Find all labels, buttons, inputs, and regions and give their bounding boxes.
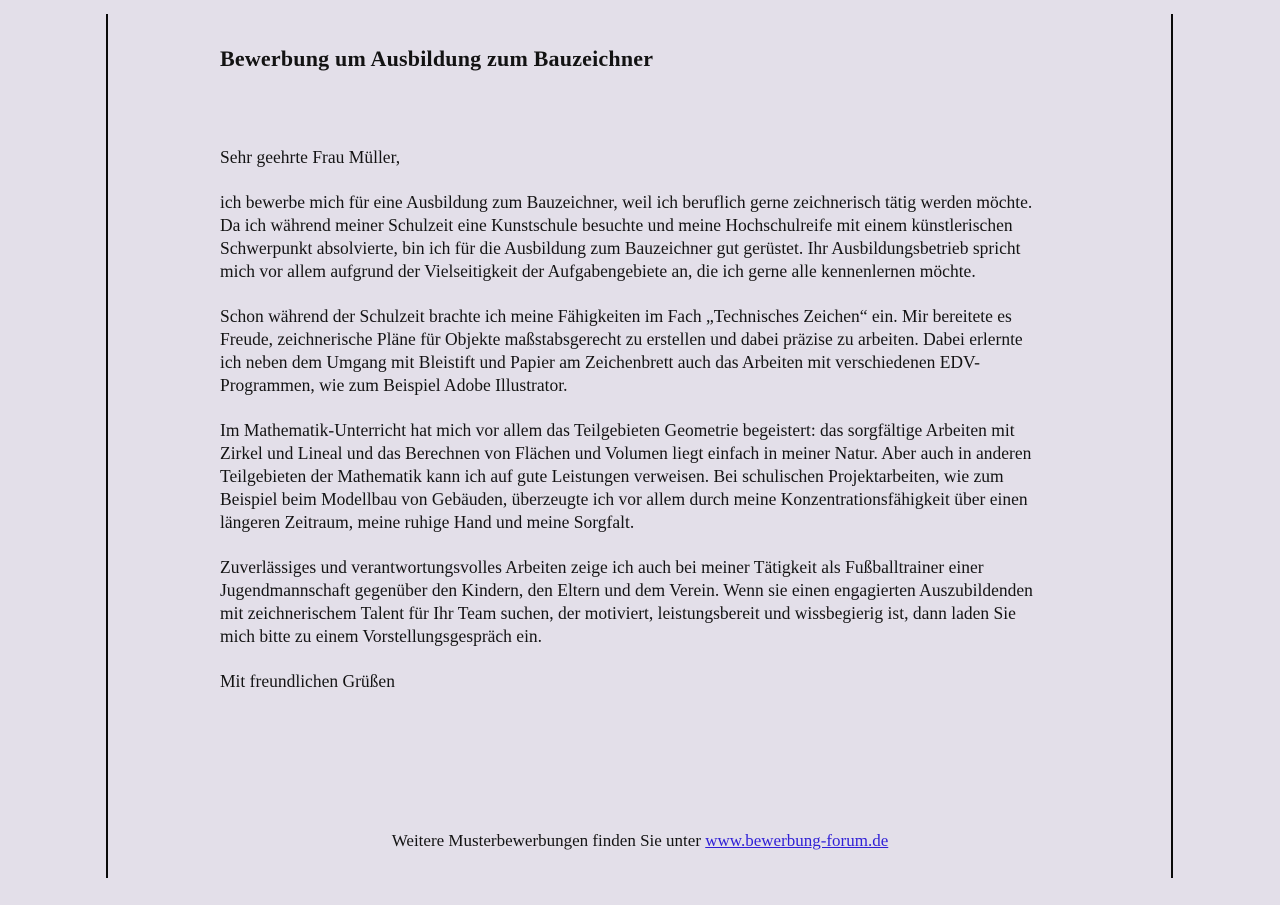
footer-text: Weitere Musterbewerbungen finden Sie unter	[391, 831, 706, 850]
paragraph-mathematics: Im Mathematik-Unterricht hat mich vor allem das Teilgebieten Geometrie begeistert: das sorgfältige Arbeiten mit Zirkel und Lineal und das Berechnen von Flächen und Volumen liegt einfach in meiner Natur. Aber auch in anderen Teilgebieten der Mathematik kann ich auf gute Leistungen verweisen. Bei schulischen Projektarbeiten, wie zum Beispiel beim Modellbau von Gebäuden, überzeugte ich vor allem durch meine Konzentrationsfähigkeit über einen längeren Zeitraum, meine ruhige Hand und meine Sorgfalt.	[220, 420, 1032, 532]
footer-link[interactable]: www.bewerbung-forum.de	[705, 831, 889, 850]
closing-line: Mit freundlichen Grüßen	[220, 671, 395, 691]
letter-title: Bewerbung um Ausbildung zum Bauzeichner	[220, 46, 654, 71]
salutation: Sehr geehrte Frau Müller,	[220, 147, 401, 167]
right-vertical-rule	[1171, 14, 1173, 878]
paragraph-school-skills: Schon während der Schulzeit brachte ich meine Fähigkeiten im Fach „Technisches Zeichen“ ein. Mir bereitete es Freude, zeichnerische Pläne für Objekte maßstabsgerecht zu erstellen und dabei präzise zu arbeiten. Dabei erlernte ich neben dem Umgang mit Bleistift und Papier am Zeichenbrett auch das Arbeiten mit verschiedenen EDV-Programmen, wie zum Beispiel Adobe Illustrator.	[220, 306, 1023, 395]
left-vertical-rule	[106, 14, 108, 878]
letter-body	[220, 46, 1048, 693]
paragraph-introduction: ich bewerbe mich für eine Ausbildung zum Bauzeichner, weil ich beruflich gerne zeichnerisch tätig werden möchte. Da ich während meiner Schulzeit eine Kunstschule besuchte und meine Hochschulreife mit einem künstlerischen Schwerpunkt absolvierte, bin ich für die Ausbildung zum Bauzeichner gut gerüstet. Ihr Ausbildungsbetrieb spricht mich vor allem aufgrund der Vielseitigkeit der Aufgabengebiete an, die ich gerne alle kennenlernen möchte.	[220, 192, 1033, 281]
footer	[0, 830, 1280, 852]
paragraph-reliability: Zuverlässiges und verantwortungsvolles Arbeiten zeige ich auch bei meiner Tätigkeit als Fußballtrainer einer Jugendmannschaft gegenüber den Kindern, den Eltern und dem Verein. Wenn sie einen engagierten Auszubildenden mit zeichnerischem Talent für Ihr Team suchen, der motiviert, leistungsbereit und wissbegierig ist, dann laden Sie mich bitte zu einem Vorstellungsgespräch ein.	[220, 557, 1033, 646]
